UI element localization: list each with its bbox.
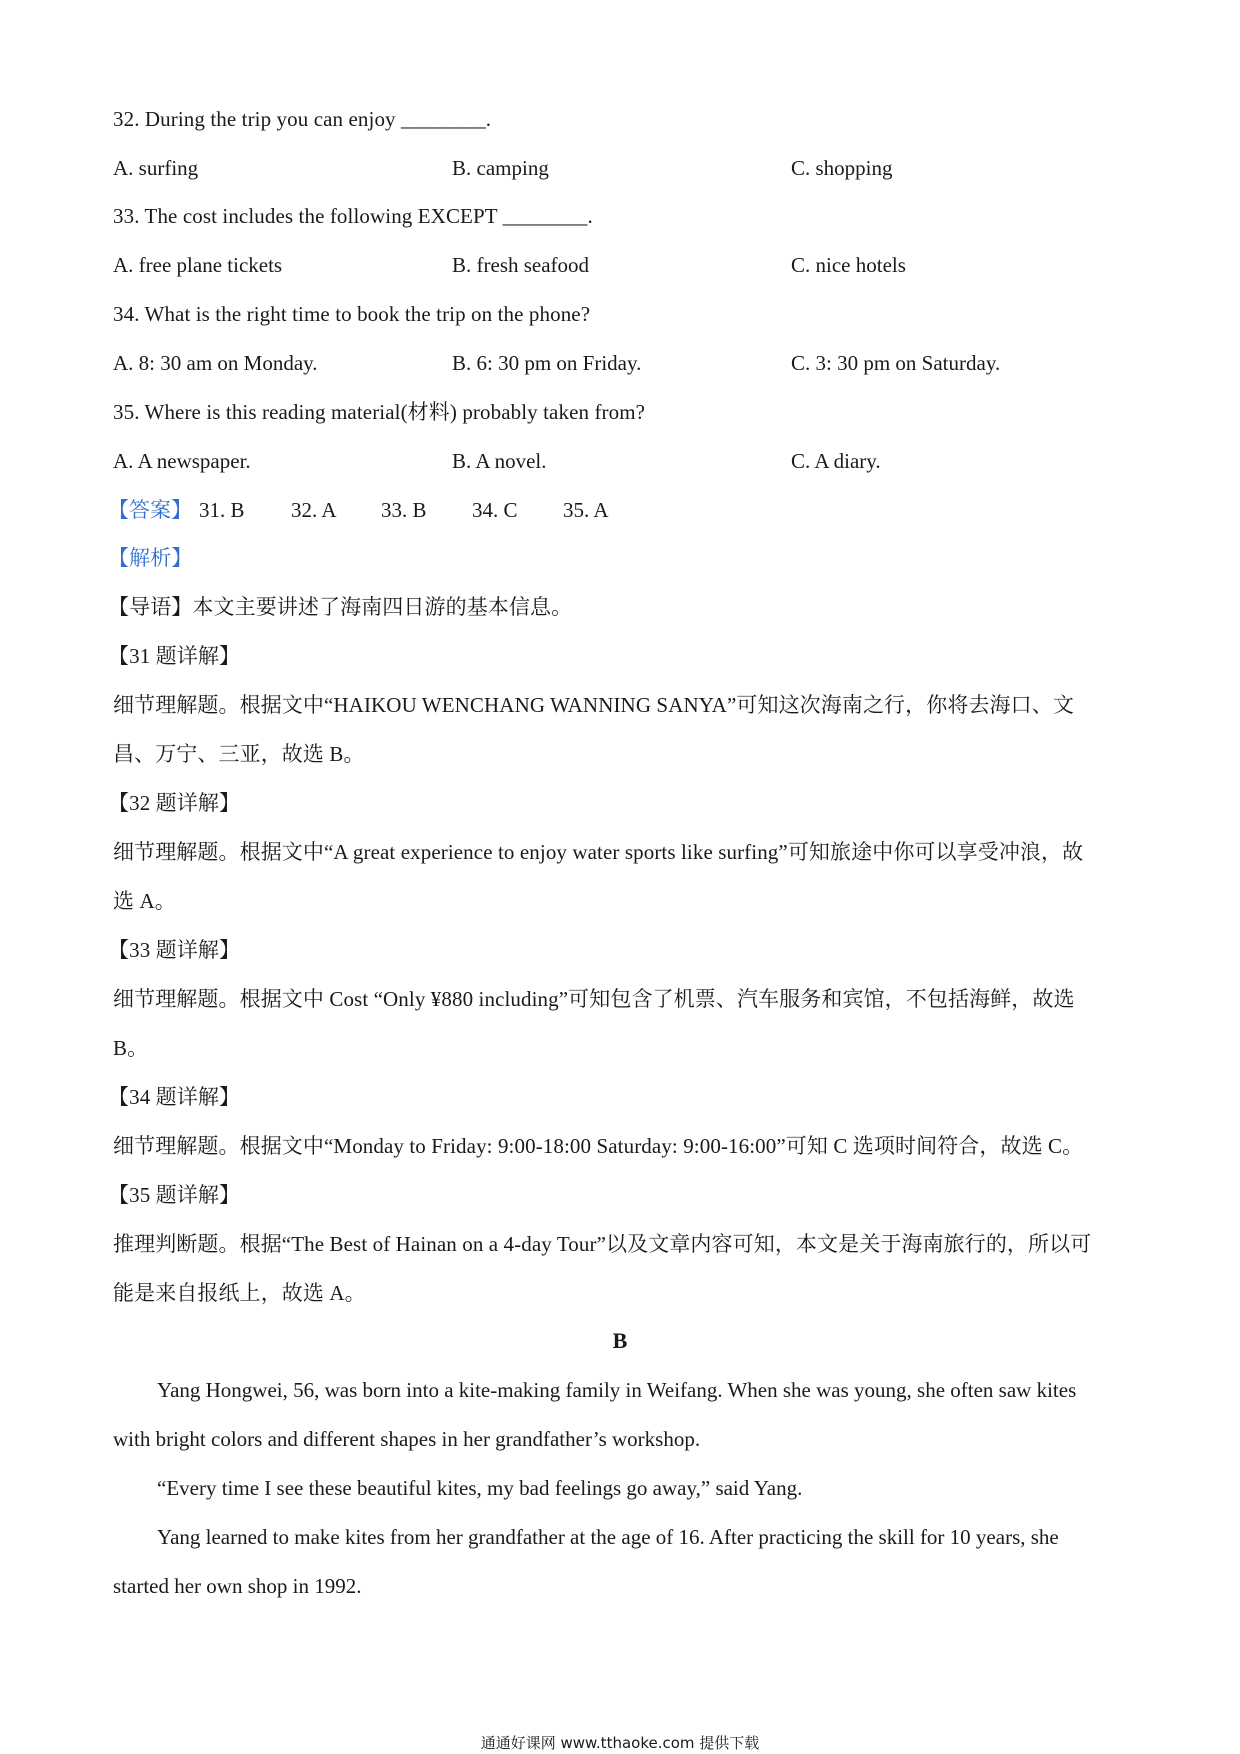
q31-detail-line: 细节理解题。根据文中“HAIKOU WENCHANG WANNING SANYA”可知这次海南之行，你将去海口、文 <box>113 693 1074 717</box>
passage-line: Yang Hongwei, 56, was born into a kite-making family in Weifang. When she was young, she often saw kites <box>157 1378 1077 1402</box>
q33-detail-line: 细节理解题。根据文中 Cost “Only ¥880 including”可知包含了机票、汽车服务和宾馆，不包括海鲜，故选 <box>113 987 1075 1011</box>
q31-detail-title: 【31 题详解】 <box>108 644 241 668</box>
question-34-option-c: C. 3: 30 pm on Saturday. <box>791 351 1001 375</box>
section-b-heading: B <box>612 1328 628 1353</box>
q33-detail-title: 【33 题详解】 <box>108 938 241 962</box>
passage-line: “Every time I see these beautiful kites, my bad feelings go away,” said Yang. <box>157 1476 803 1500</box>
q35-detail-title: 【35 题详解】 <box>108 1183 241 1207</box>
question-34-stem: 34. What is the right time to book the trip on the phone? <box>113 302 591 326</box>
question-33-option-a: A. free plane tickets <box>113 253 283 277</box>
question-32-option-a: A. surfing <box>113 156 199 180</box>
passage-line: with bright colors and different shapes in her grandfather’s workshop. <box>113 1427 701 1451</box>
q35-detail-line: 推理判断题。根据“The Best of Hainan on a 4-day Tour”以及文章内容可知，本文是关于海南旅行的，所以可 <box>113 1232 1092 1256</box>
question-34-option-b: B. 6: 30 pm on Friday. <box>452 351 642 375</box>
answer-item: 35. A <box>563 498 609 522</box>
answer-item: 33. B <box>381 498 427 522</box>
question-35-option-c: C. A diary. <box>791 449 881 473</box>
q34-detail-title: 【34 题详解】 <box>108 1085 241 1109</box>
page-footer: 通通好课网 www.tthaoke.com 提供下载 <box>480 1734 760 1752</box>
q33-detail-line: B。 <box>113 1036 149 1060</box>
q32-detail-line: 细节理解题。根据文中“A great experience to enjoy water sports like surfing”可知旅途中你可以享受冲浪，故 <box>113 840 1084 864</box>
question-32-stem: 32. During the trip you can enjoy ________. <box>113 107 492 131</box>
q32-detail-line: 选 A。 <box>113 889 176 913</box>
q35-detail-line: 能是来自报纸上，故选 A。 <box>113 1281 366 1305</box>
question-32-option-b: B. camping <box>452 156 549 180</box>
answer-item: 34. C <box>472 498 518 522</box>
passage-line: Yang learned to make kites from her grandfather at the age of 16. After practicing the skill for 10 years, she <box>157 1525 1059 1549</box>
question-34-option-a: A. 8: 30 am on Monday. <box>113 351 318 375</box>
q32-detail-title: 【32 题详解】 <box>108 791 241 815</box>
question-35-option-a: A. A newspaper. <box>113 449 251 473</box>
answer-label: 【答案】 <box>108 498 192 522</box>
q34-detail-line: 细节理解题。根据文中“Monday to Friday: 9:00-18:00 Saturday: 9:00-16:00”可知 C 选项时间符合，故选 C。 <box>113 1134 1084 1158</box>
passage-line: started her own shop in 1992. <box>113 1574 362 1598</box>
analysis-label: 【解析】 <box>108 546 193 570</box>
question-35-stem: 35. Where is this reading material(材料) probably taken from? <box>113 400 646 424</box>
answer-item: 32. A <box>291 498 337 522</box>
question-33-option-b: B. fresh seafood <box>452 253 590 277</box>
question-33-stem: 33. The cost includes the following EXCEPT ________. <box>113 204 593 228</box>
analysis-intro: 【导语】本文主要讲述了海南四日游的基本信息。 <box>108 595 573 619</box>
answer-item: 31. B <box>199 498 245 522</box>
question-33-option-c: C. nice hotels <box>791 253 906 277</box>
q31-detail-line: 昌、万宁、三亚，故选 B。 <box>113 742 365 766</box>
question-32-option-c: C. shopping <box>791 156 893 180</box>
question-35-option-b: B. A novel. <box>452 449 547 473</box>
